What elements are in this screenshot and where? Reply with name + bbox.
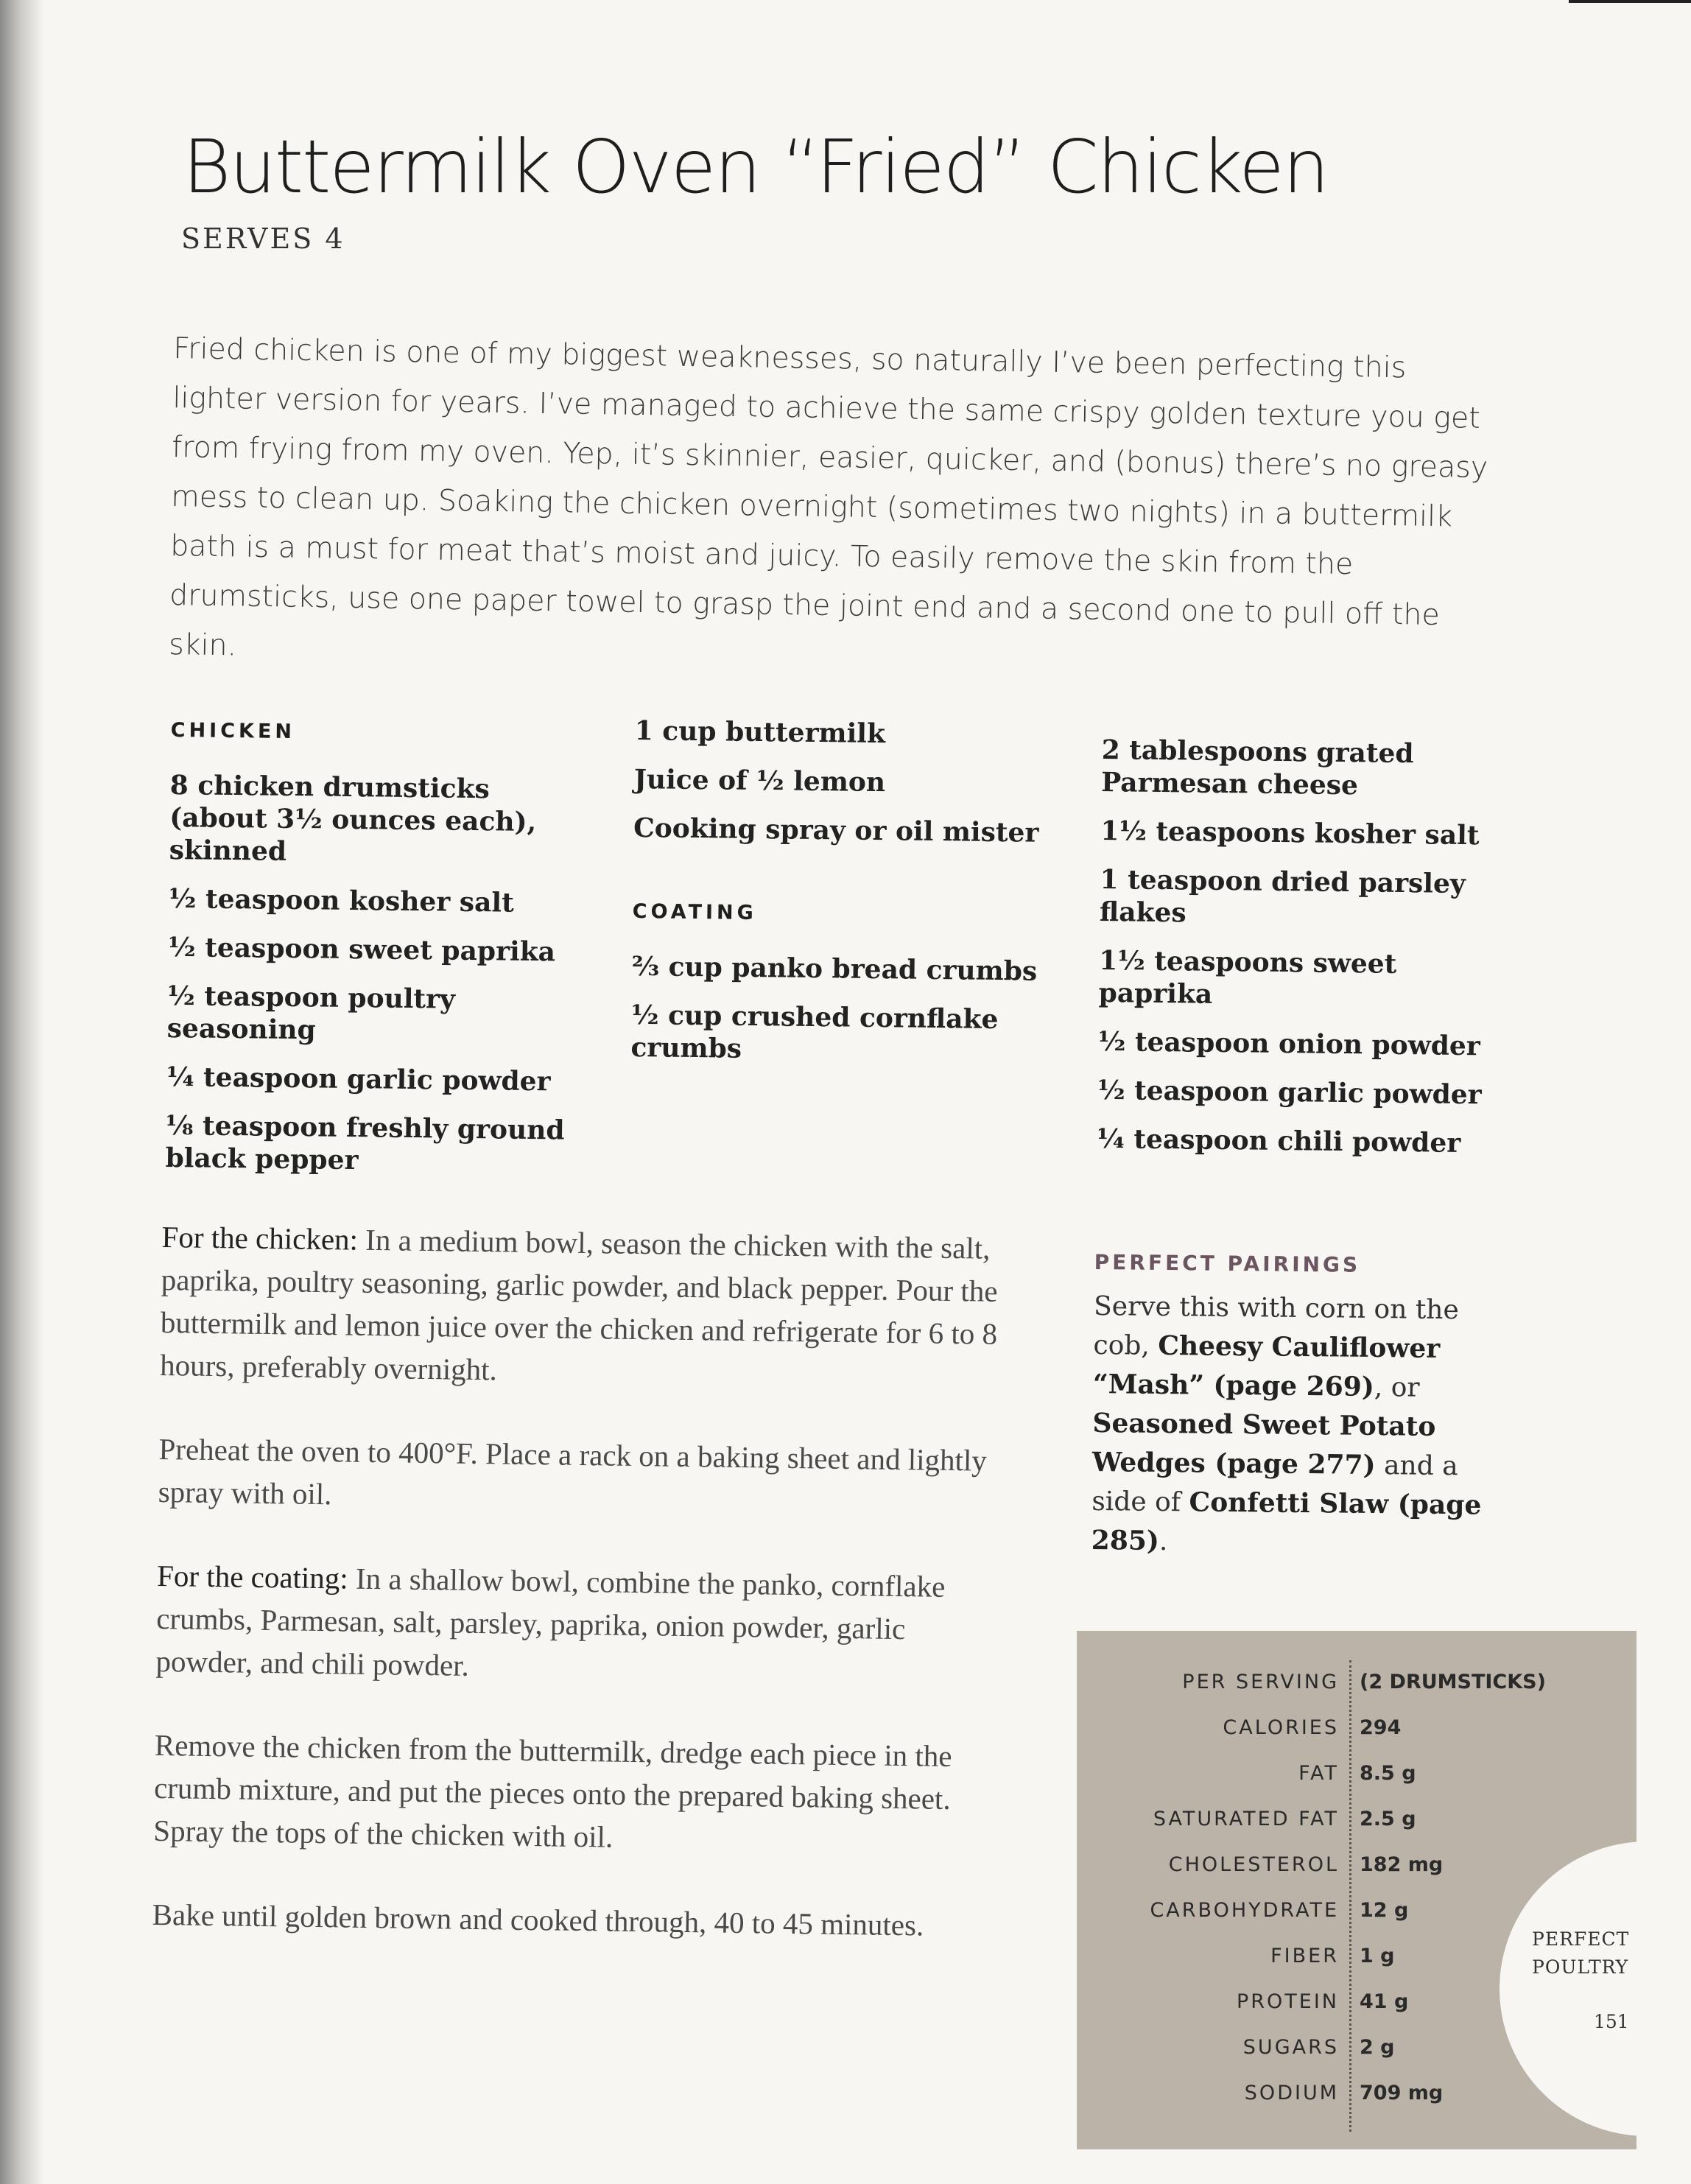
ingredient-item: 1½ teaspoons kosher salt [1100,815,1480,852]
nutrition-label: SUGARS [1242,2036,1339,2059]
section-name [1532,1925,1650,1981]
ingredient-item: ½ teaspoon kosher salt [168,882,514,919]
direction-step [152,1893,999,1948]
recipe-title: Buttermilk Oven “Fried” Chicken [183,124,1329,210]
recipe-intro: Fried chicken is one of my biggest weaknesses, so naturally I’ve been perfecting this lighter version for years. I’ve managed to achieve the same crispy golden texture you get from frying from my oven. Yep, it’s skinnier, easier, quicker, and (bonus) there’s no greasy mess to clean up. Soaking the chicken overnight (sometimes two nights) in a buttermilk bath is a must for meat that’s moist and juicy. To easily remove the skin from the drumsticks, use one paper towel to grasp the joint end and a second one to pull off the skin. [168,331,1488,663]
nutrition-row [1077,1797,1636,1843]
book-spine-shadow [0,0,44,2184]
direction-step [153,1724,1002,1864]
ingredients-column-1 [165,714,583,1195]
nutrition-label: FAT [1298,1762,1339,1785]
ingredient-item: 1½ teaspoons sweet paprika [1098,944,1397,1010]
ingredient-item: 1 teaspoon dried parsley flakes [1099,863,1466,929]
ingredient-item: ⅛ teaspoon freshly ground black pepper [165,1109,565,1176]
perfect-pairings [1091,1243,1506,1565]
pairings-text [1091,1288,1506,1565]
step-text: In a medium bowl, season the chicken with the salt, paprika, poultry seasoning, garlic powder, and black pepper. Pour the buttermilk and lemon juice over the chicken and refrigerate for 6 to 8 hours, preferably overnight. [159,1222,998,1387]
section-name-line: POULTRY [1532,1956,1629,1978]
ingredients-column-2 [630,714,1047,1085]
step-lead: For the chicken: [161,1219,359,1257]
step-text: In a shallow bowl, combine the panko, cornflake crumbs, Parmesan, salt, parsley, paprika, onion powder, garlic powder, and chili powder. [155,1561,946,1682]
ingredients-column-3 [1097,734,1514,1176]
ingredient-item: ¼ teaspoon garlic powder [166,1061,551,1098]
nutrition-value: 1 g [1360,1945,1395,1967]
nutrition-value: 12 g [1360,1899,1409,1922]
ingredient-item: 1 cup buttermilk [634,714,886,750]
step-text: Bake until golden brown and cooked through, 40 to 45 minutes. [152,1897,924,1942]
nutrition-value: 709 mg [1360,2082,1444,2104]
nutrition-label: PROTEIN [1236,1990,1339,2013]
coating-heading: COATING [632,899,757,925]
nutrition-label: FIBER [1270,1945,1339,1967]
page-number: 151 [1594,2011,1629,2032]
nutrition-value: 41 g [1360,1990,1409,2013]
serves-count: SERVES 4 [181,222,345,255]
ingredient-item: ½ teaspoon sweet paprika [167,931,556,968]
nutrition-label: SATURATED FAT [1153,1808,1339,1830]
step-text: Preheat the oven to 400°F. Place a rack on a baking sheet and lightly spray with oil. [158,1431,988,1511]
nutrition-value: (2 DRUMSTICKS) [1360,1671,1546,1693]
step-text: Remove the chicken from the buttermilk, dredge each piece in the crumb mixture, and put the pieces onto the prepared baking sheet. Spray the tops of the chicken with oil. [153,1727,952,1854]
pairings-heading: PERFECT PAIRINGS [1094,1249,1361,1277]
nutrition-label: PER SERVING [1182,1671,1339,1693]
section-name-line: PERFECT [1532,1928,1630,1950]
nutrition-value: 2.5 g [1360,1808,1416,1830]
nutrition-label: CARBOHYDRATE [1150,1899,1339,1922]
nutrition-label: CHOLESTEROL [1168,1853,1339,1876]
nutrition-value: 2 g [1360,2036,1395,2059]
step-lead: For the coating: [156,1558,349,1595]
ingredient-item: ½ teaspoon onion powder [1097,1025,1481,1062]
pairing-recipe-link: Confetti Slaw (page 285) [1091,1486,1482,1556]
ingredient-item: ¼ teaspoon chili powder [1097,1123,1461,1159]
pairing-recipe-link: Seasoned Sweet Potato Wedges (page 277) [1091,1407,1436,1481]
direction-step [160,1215,1009,1398]
direction-step [158,1428,1006,1525]
ingredient-item: ⅔ cup panko bread crumbs [631,950,1038,987]
ingredient-item: 2 tablespoons grated Parmesan cheese [1100,734,1414,801]
ingredient-item: ½ teaspoon poultry seasoning [166,980,456,1046]
ingredient-item: Cooking spray or oil mister [633,812,1039,849]
ingredient-item: Juice of ½ lemon [633,763,886,798]
pairing-recipe-link: Cheesy Cauliflower “Mash” (page 269) [1092,1330,1441,1402]
pairings-text-part: Serve this with corn on the cob, [1093,1291,1459,1361]
nutrition-label: CALORIES [1223,1716,1339,1739]
page-top-edge [1569,0,1691,3]
ingredient-item: ½ teaspoon garlic powder [1097,1074,1482,1111]
nutrition-value: 8.5 g [1360,1762,1416,1785]
nutrition-value: 182 mg [1360,1853,1444,1876]
pairings-text-part: and a side of [1091,1450,1458,1518]
nutrition-row [1077,1660,1636,1706]
nutrition-label: SODIUM [1244,2082,1339,2104]
pairings-text-part: . [1159,1525,1168,1557]
nutrition-row [1077,1706,1636,1752]
direction-step [155,1554,1004,1694]
pairings-text-part: , or [1374,1372,1420,1403]
nutrition-value: 294 [1360,1716,1402,1739]
ingredient-item: ½ cup crushed cornflake crumbs [630,999,999,1064]
nutrition-row [1077,1752,1636,1797]
ingredient-item: 8 chicken drumsticks (about 3½ ounces each), skinned [169,769,537,867]
chicken-heading: CHICKEN [170,718,296,744]
directions [152,1215,1009,1989]
